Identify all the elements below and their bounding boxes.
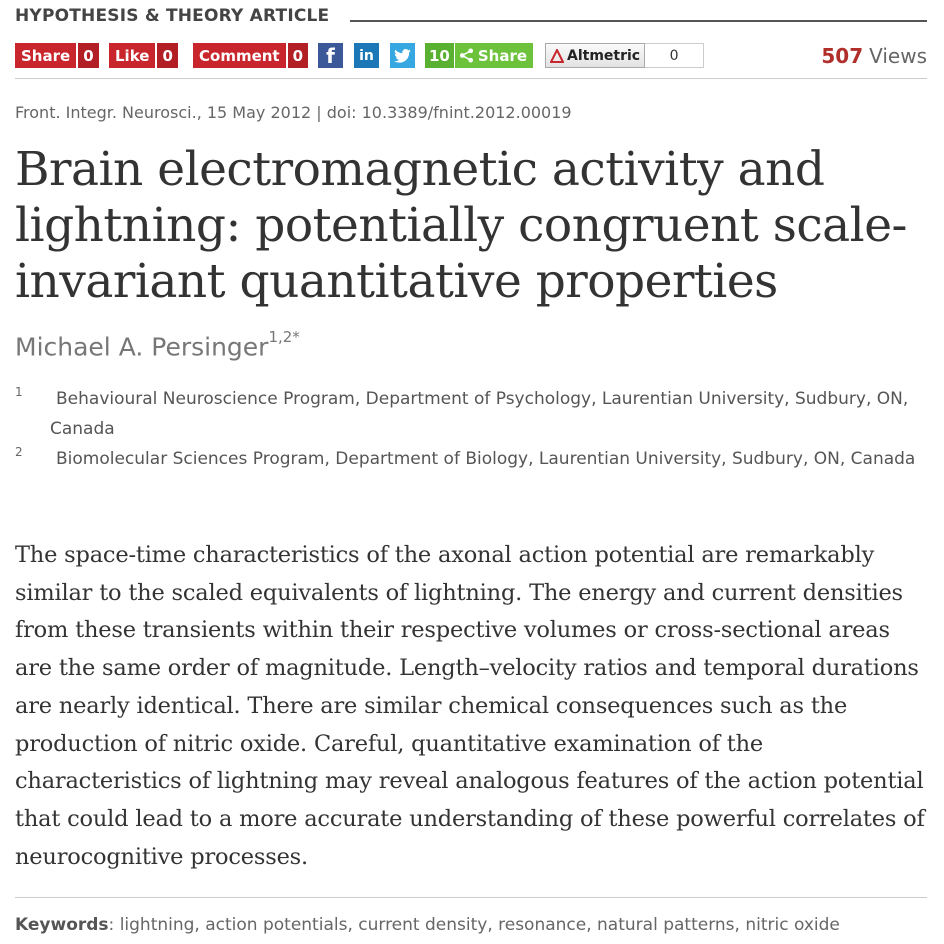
views-counter [821, 44, 927, 68]
twitter-icon[interactable] [390, 43, 415, 68]
comment-button-label: Comment [193, 43, 286, 68]
altmetric-logo-icon [550, 49, 564, 63]
affiliation-number: 1 [15, 385, 23, 399]
author-name[interactable]: Michael A. Persinger [15, 332, 269, 362]
affiliation-text: Behavioural Neuroscience Program, Department of Psychology, Laurentian University, Sudbury, ON, Canada [50, 389, 909, 439]
altmetric-widget[interactable] [545, 43, 704, 68]
affiliation-number: 2 [15, 445, 23, 459]
author-line[interactable] [15, 328, 300, 362]
share-icon [459, 48, 474, 63]
share-count: 0 [78, 43, 98, 68]
header-divider [350, 20, 927, 22]
facebook-icon[interactable]: f [318, 43, 343, 68]
author-affiliation-marks: 1,2* [268, 328, 300, 346]
abstract-text: The space-time characteristics of the axonal action potential are remarkably similar to the scaled equivalents of lightning. The energy and current densities from these transients within their respective volumes or cross-sectional areas are the same order of magnitude. Length–velocity ratios and temporal durations are nearly identical. There are similar chemical consequences such as the production of nitric oxide. Careful, quantitative examination of the characteristics of lightning may reveal analogous features of the action potential that could lead to a more accurate understanding of these powerful correlates of neurocognitive processes. [15, 542, 925, 870]
views-label: Views [869, 44, 927, 68]
like-button[interactable] [109, 43, 178, 68]
addthis-share-button[interactable] [425, 43, 533, 68]
addthis-count: 10 [425, 43, 454, 68]
keywords-list[interactable]: lightning, action potentials, current density, resonance, natural patterns, nitric oxide [119, 915, 840, 935]
divider [15, 897, 927, 898]
share-button[interactable] [15, 43, 99, 68]
like-button-label: Like [109, 43, 155, 68]
comment-button[interactable] [193, 43, 308, 68]
altmetric-badge [545, 43, 645, 68]
divider [15, 78, 927, 79]
keywords-line [15, 915, 840, 935]
share-button-label: Share [15, 43, 76, 68]
addthis-share-group [455, 43, 533, 68]
addthis-share-label: Share [477, 46, 528, 65]
citation-line: Front. Integr. Neurosci., 15 May 2012 | doi: 10.3389/fnint.2012.00019 [15, 103, 572, 122]
like-count: 0 [157, 43, 177, 68]
article-type-label: HYPOTHESIS & THEORY ARTICLE [15, 6, 330, 26]
keywords-label: Keywords [15, 915, 109, 935]
comment-count: 0 [288, 43, 308, 68]
altmetric-count: 0 [645, 43, 704, 68]
altmetric-label: Altmetric [567, 47, 641, 64]
article-title: Brain electromagnetic activity and lightning: potentially congruent scale-invariant quantitative properties [15, 142, 907, 309]
twitter-bird-icon [394, 49, 411, 63]
linkedin-icon[interactable]: in [354, 43, 379, 68]
views-count: 507 [821, 44, 864, 68]
affiliation-text: Biomolecular Sciences Program, Department of Biology, Laurentian University, Sudbury, ON, Canada [56, 449, 916, 469]
keywords-separator: : [108, 915, 120, 935]
